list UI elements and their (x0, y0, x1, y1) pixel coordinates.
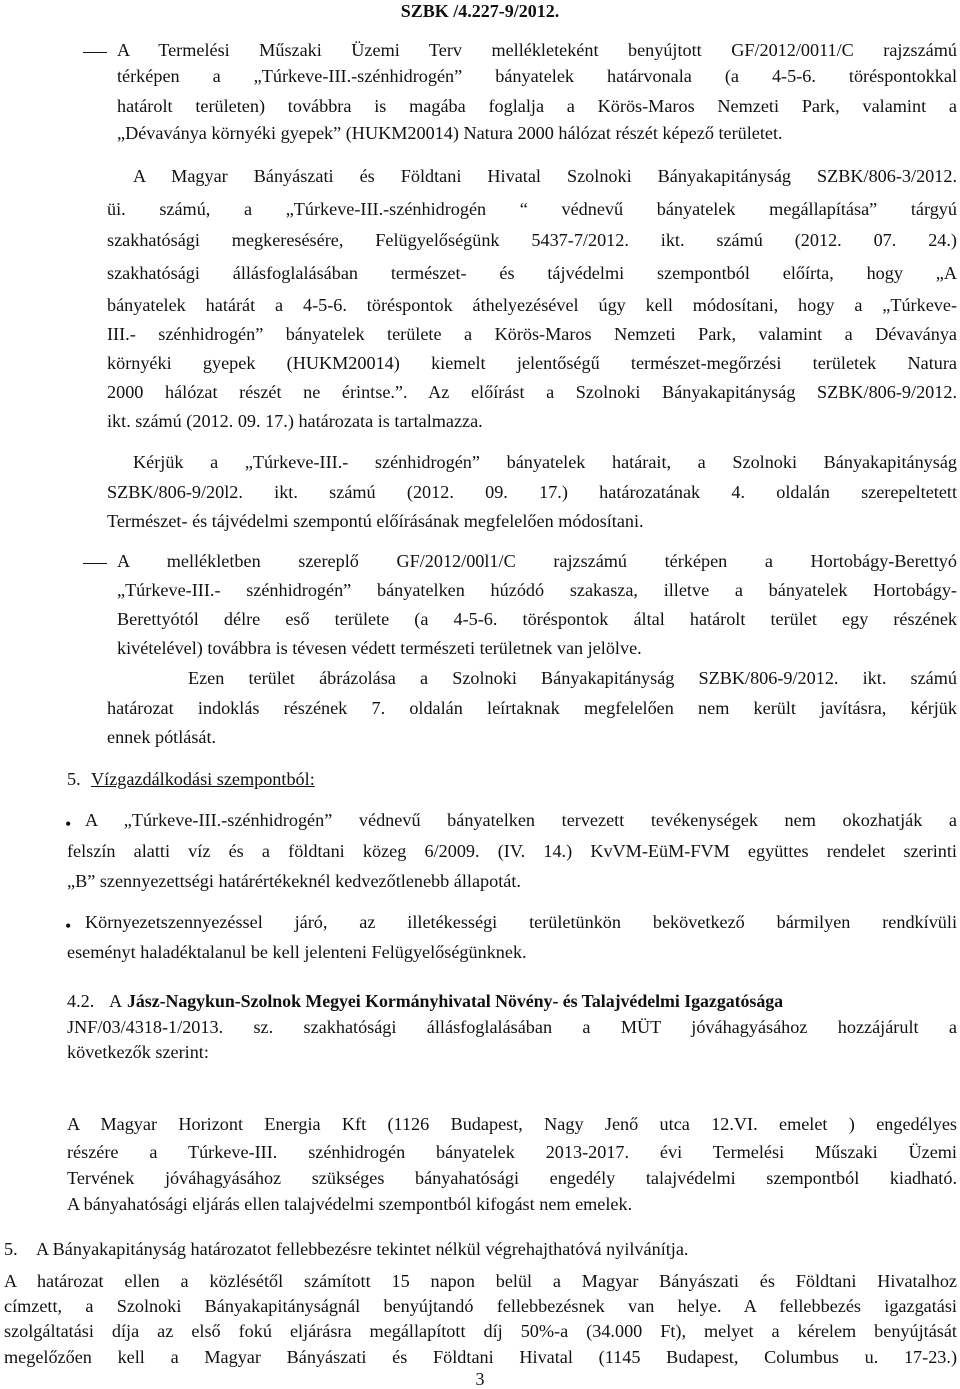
text-line: Kérjük a „Túrkeve-III.- szénhidrogén” bányatelek határait, a Szolnoki Bányakapitányság (133, 452, 957, 472)
text-line: eseményt haladéktalanul be kell jelenteni Felügyelőségünknek. (67, 942, 527, 962)
section-prefix: A (109, 991, 123, 1011)
section-text: A Bányakapitányság határozatot fellebbezésre tekintet nélkül végrehajthatóvá nyilvánítja. (36, 1239, 689, 1259)
text-line: szakhatósági megkeresésére, Felügyelőségünk 5437-7/2012. ikt. számú (2012. 07. 24.) (107, 230, 957, 250)
text-line: ikt. számú (2012. 09. 17.) határozata is tartalmazza. (107, 411, 483, 431)
text-line: A Magyar Horizont Energia Kft (1126 Budapest, Nagy Jenő utca 12.VI. emelet ) engedélyes (67, 1114, 957, 1134)
text-line: A „Túrkeve-III.-szénhidrogén” védnevű bányatelken tervezett tevékenységek nem okozhatják a (85, 810, 957, 830)
text-line: térképen a „Túrkeve-III.-szénhidrogén” bányatelek határvonala (a 4-5-6. töréspontokkal (117, 66, 957, 86)
section-number: 5. (67, 769, 81, 789)
text-line: A bányahatósági eljárás ellen talajvédelmi szempontból kifogást nem emelek. (67, 1194, 633, 1214)
text-line: „Túrkeve-III.- szénhidrogén” bányatelken húzódó szakasza, illetve a bányatelek Hortobágy- (117, 580, 957, 600)
text-line: „B” szennyezettségi határértékeknél kedvezőtlenebb állapotát. (67, 871, 521, 891)
section-title: Vízgazdálkodási szempontból: (91, 769, 315, 789)
text-line: A határozat ellen a közlésétől számított 15 napon belül a Magyar Bányászati és Földtani Hivatalhoz (4, 1271, 957, 1291)
text-line: környéki gyepek (HUKM20014) kiemelt jelentőségű természet-megőrzési területek Natura (107, 353, 957, 373)
bullet-icon: • (65, 814, 72, 834)
section-number: 4.2. (67, 991, 95, 1011)
section-number: 5. (4, 1239, 18, 1259)
text-line: A Magyar Bányászati és Földtani Hivatal Szolnoki Bányakapitányság SZBK/806-3/2012. (133, 166, 957, 186)
bullet-icon: • (65, 916, 72, 936)
text-line: határozat indoklás részének 7. oldalán leírtaknak megfelelően nem került javításra, kérjük (107, 698, 957, 718)
text-line: határolt területen) továbbra is magába foglalja a Körös-Maros Nemzeti Park, valamint a (117, 96, 957, 116)
dash-marker (83, 563, 107, 564)
dash-marker (83, 52, 107, 53)
text-line: következők szerint: (67, 1042, 209, 1062)
text-line: szolgáltatási díja az első fokú eljárásra megállapított díj 50%-a (34.000 Ft), melyet a kérelem benyújtását (4, 1321, 957, 1341)
text-line: bányatelek határát a 4-5-6. töréspontok áthelyezésével úgy kell módosítani, hogy a „Túrkeve- (107, 295, 957, 315)
text-line: részére a Túrkeve-III. szénhidrogén bányatelek 2013-2017. évi Termelési Műszaki Üzemi (67, 1142, 957, 1162)
authority-name: Jász-Nagykun-Szolnok Megyei Kormányhivatal Növény- és Talajvédelmi Igazgatósága (127, 991, 784, 1011)
text-line: Tervének jóváhagyásához szükséges bányahatósági engedély talajvédelmi szempontból kiadható. (67, 1168, 957, 1188)
text-line: üi. számú, a „Túrkeve-III.-szénhidrogén “ védnevű bányatelek megállapítása” tárgyú (107, 199, 957, 219)
text-line: Ezen terület ábrázolása a Szolnoki Bányakapitányság SZBK/806-9/2012. ikt. számú (188, 668, 957, 688)
text-line: „Dévaványa környéki gyepek” (HUKM20014) Natura 2000 hálózat részét képező területet. (117, 123, 783, 143)
text-line: Környezetszennyezéssel járó, az illetékességi területünkön bekövetkező bármilyen rendkívüli (85, 912, 957, 932)
text-line: III.- szénhidrogén” bányatelek területe a Körös-Maros Nemzeti Park, valamint a Dévaványa (107, 324, 957, 344)
text-line: ennek pótlását. (107, 727, 217, 747)
text-line: kivételével) továbbra is tévesen védett természeti területnek van jelölve. (117, 638, 642, 658)
text-line: Természet- és tájvédelmi szempontú előírásának megfelelően módosítani. (107, 511, 644, 531)
text-line: Berettyótól délre eső területe (a 4-5-6. töréspontok által határolt terület egy részének (117, 609, 957, 629)
text-line: JNF/03/4318-1/2013. sz. szakhatósági állásfoglalásában a MÜT jóváhagyásához hozzájárult a (67, 1017, 957, 1037)
text-line: 2000 hálózat részét ne érintse.”. Az előírást a Szolnoki Bányakapitányság SZBK/806-9/2012. (107, 382, 957, 402)
text-line: A mellékletben szereplő GF/2012/00l1/C rajzszámú térképen a Hortobágy-Berettyó (117, 551, 957, 571)
text-line: címzett, a Szolnoki Bányakapitányságnál benyújtandó fellebbezésnek van helye. A fellebbezés igazgatási (4, 1296, 957, 1316)
document-id: SZBK /4.227-9/2012. (400, 1, 560, 21)
text-line: A Termelési Műszaki Üzemi Terv mellékleteként benyújtott GF/2012/0011/C rajzszámú (117, 40, 957, 60)
text-line: SZBK/806-9/20l2. ikt. számú (2012. 09. 17.) határozatának 4. oldalán szerepeltetett (107, 482, 957, 502)
text-line: szakhatósági állásfoglalásában természet- és tájvédelmi szempontból előírta, hogy „A (107, 263, 957, 283)
text-line: felszín alatti víz és a földtani közeg 6/2009. (IV. 14.) KvVM-EüM-FVM együttes rendelet szerinti (67, 841, 957, 861)
text-line: megelőzően kell a Magyar Bányászati és Földtani Hivatal (1145 Budapest, Columbus u. 17-23.) (4, 1347, 957, 1367)
page-number: 3 (475, 1369, 485, 1389)
